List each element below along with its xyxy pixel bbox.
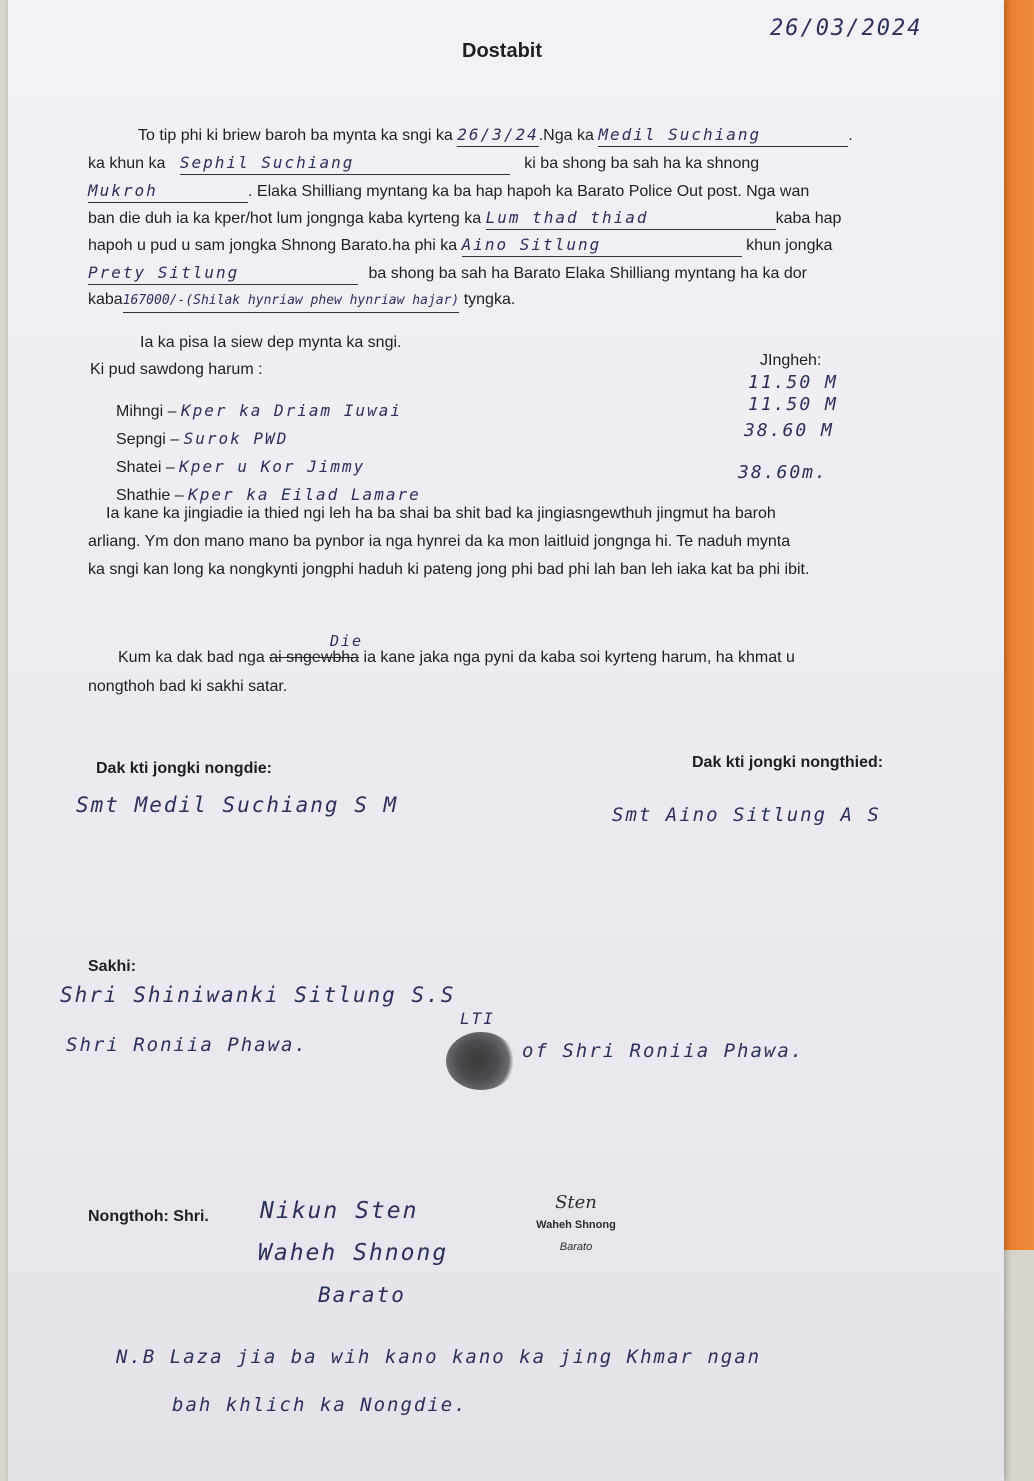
text: hapoh u pud u sam jongka Shnong Barato.ha phi ka	[88, 237, 458, 254]
boundary-value: Kper ka Eilad Lamare	[188, 485, 421, 504]
handwritten-buyer-name: Aino Sitlung	[462, 234, 742, 257]
para1-line4	[88, 207, 841, 230]
text: kaba hap	[775, 210, 842, 227]
para2-line: ka sngi kan long ka nongkynti jongphi haduh ki pateng jong phi bad phi lah ban leh iaka kat ba phi ibit.	[88, 561, 810, 578]
handwritten-village: Mukroh	[88, 180, 248, 203]
date-top: 26/03/2024	[770, 16, 923, 41]
boundary-row	[116, 400, 402, 423]
para3-line2: nongthoh bad ki sakhi satar.	[88, 678, 288, 695]
thumbprint	[446, 1032, 516, 1090]
text: ia kane jaka nga pyni da kaba soi kyrteng harum, ha khmat u	[363, 649, 795, 666]
para1-line1	[138, 124, 853, 147]
stamp-title: Waheh Shnong	[536, 1219, 616, 1231]
text: .	[848, 127, 853, 144]
boundary-label: Shathie –	[116, 487, 184, 504]
boundary-row	[116, 456, 365, 479]
text: khun jongka	[746, 237, 833, 254]
measure-value: 38.60 M	[744, 420, 834, 441]
witness1-signature: Shri Shiniwanki Sitlung S.S	[60, 983, 456, 1007]
nb-note-line: bah khlich ka Nongdie.	[172, 1394, 468, 1416]
boundary-value: Kper ka Driam Iuwai	[180, 401, 402, 420]
text: ban die duh ia ka kper/hot lum jongnga kaba kyrteng ka	[88, 210, 482, 227]
witness-label: Sakhi:	[88, 958, 137, 975]
para1-line5	[88, 234, 832, 257]
writer-signature: Waheh Shnong	[258, 1240, 449, 1266]
document-page	[8, 0, 1004, 1481]
witness2-thumb-note: of Shri Roniia Phawa.	[522, 1040, 805, 1062]
headman-stamp	[516, 1192, 636, 1258]
seller-signature-label: Dak kti jongki nongdie:	[96, 760, 273, 777]
text: . Elaka Shilliang myntang ka ba hap hapoh ka Barato Police Out post. Nga wan	[248, 183, 810, 200]
para1-line3	[88, 180, 809, 203]
boundary-label: Mihngi –	[116, 403, 177, 420]
para1-line2	[88, 152, 759, 175]
text: ka khun ka	[88, 155, 166, 172]
money-line: Ia ka pisa Ia siew dep mynta ka sngi.	[140, 334, 402, 351]
boundary-label: Shatei –	[116, 459, 175, 476]
struck-text: ai sngewbha	[269, 649, 360, 666]
para2-line: arliang. Ym don mano mano ba pynbor ia nga hynrei da ka mon laitluid jongnga hi. Te naduh mynta	[88, 533, 791, 550]
handwritten-seller-parent: Sephil Suchiang	[180, 152, 510, 175]
nb-note-line: N.B Laza jia ba wih kano kano ka jing Khmar ngan	[116, 1346, 762, 1368]
handwritten-price: 167000/-(Shilak hynriaw phew hynriaw hajar)	[123, 290, 460, 313]
handwritten-buyer-parent: Prety Sitlung	[88, 262, 358, 285]
text: tyngka.	[463, 291, 516, 308]
jingheh-heading: JIngheh:	[760, 352, 822, 369]
stamp-subtitle: Barato	[559, 1241, 593, 1253]
handwritten-insert: Die	[330, 632, 364, 650]
witness2-signature: Shri Roniia Phawa.	[66, 1034, 308, 1056]
text: ba shong ba sah ha Barato Elaka Shilliang myntang ha ka dor	[368, 265, 807, 282]
writer-label: Nongthoh: Shri.	[88, 1208, 209, 1225]
text: To tip phi ki briew baroh ba mynta ka sngi ka	[138, 127, 453, 144]
measure-value: 38.60m.	[738, 462, 828, 483]
writer-signature: Barato	[318, 1283, 406, 1307]
measure-value: 11.50 M	[748, 394, 838, 415]
handwritten-seller-name: Medil Suchiang	[598, 124, 848, 147]
stamp-signature: Sten	[555, 1192, 597, 1213]
boundary-row	[116, 428, 288, 451]
text: Kum ka dak bad nga	[118, 649, 265, 666]
para2-line: Ia kane ka jingiadie ia thied ngi leh ha ba shai ba shit bad ka jingiasngewthuh jingmut ha baroh	[106, 505, 776, 522]
seller-signature: Smt Medil Suchiang S M	[76, 793, 399, 817]
buyer-signature: Smt Aino Sitlung A S	[612, 804, 881, 826]
para1-line7	[88, 289, 515, 313]
buyer-signature-label: Dak kti jongki nongthied:	[692, 754, 884, 771]
para1-line6	[88, 262, 807, 285]
text: .Nga ka	[538, 127, 594, 144]
page-title: Dostabit	[462, 40, 542, 62]
writer-signature: Nikun Sten	[260, 1198, 419, 1224]
boundary-value: Surok PWD	[183, 429, 289, 448]
boundaries-heading: Ki pud sawdong harum :	[90, 361, 263, 378]
text: kaba	[88, 291, 123, 308]
lti-mark: LTI	[460, 1009, 495, 1028]
handwritten-land-name: Lum thad thiad	[486, 207, 776, 230]
handwritten-date: 26/3/24	[457, 124, 538, 147]
text: ki ba shong ba sah ha ka shnong	[524, 155, 760, 172]
measure-value: 11.50 M	[748, 372, 838, 393]
boundary-label: Sepngi –	[116, 431, 180, 448]
para3-line1	[118, 647, 795, 669]
boundary-value: Kper u Kor Jimmy	[179, 457, 366, 476]
